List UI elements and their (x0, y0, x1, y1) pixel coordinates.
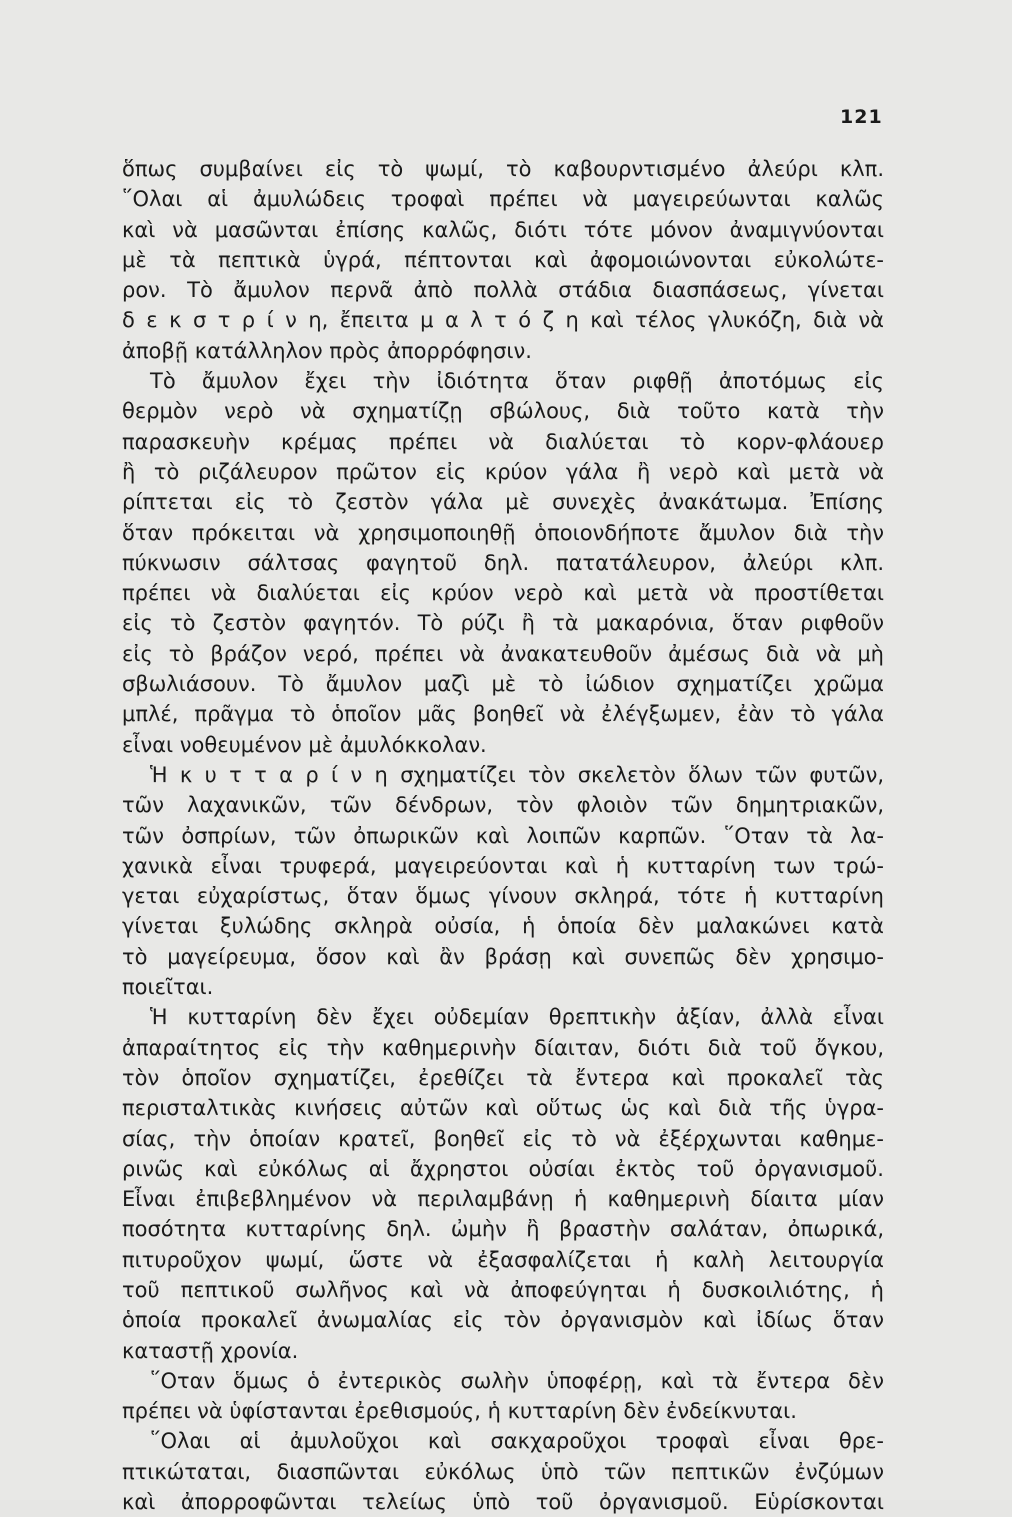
text-line: μπλέ, πρᾶγμα τὸ ὁποῖον μᾶς βοηθεῖ νὰ ἐλέγξωμεν, ἐὰν τὸ γάλα (122, 702, 884, 727)
text-line: ῞Ολαι αἱ ἀμυλοῦχοι καὶ σακχαροῦχοι τροφαὶ εἶναι θρε- (150, 1429, 884, 1454)
text-line: εἶναι νοθευμένον μὲ ἀμυλόκκολαν. (122, 732, 487, 757)
text-line: καὶ νὰ μασῶνται ἐπίσης καλῶς, διότι τότε μόνον ἀναμιγνύονται (122, 217, 884, 242)
text-line: τὸ μαγείρευμα, ὅσον καὶ ἂν βράσῃ καὶ συνεπῶς δὲν χρησιμο- (122, 944, 884, 969)
text-line: μὲ τὰ πεπτικὰ ὑγρά, πέπτονται καὶ ἀφομοιώνονται εὐκολώτε- (122, 247, 884, 272)
text-line: Ἡ κ υ τ τ α ρ ί ν η σχηματίζει τὸν σκελετὸν ὅλων τῶν φυτῶν, (150, 762, 884, 787)
text-line: εἰς τὸ βράζον νερό, πρέπει νὰ ἀνακατευθοῦν ἀμέσως διὰ νὰ μὴ (122, 641, 884, 666)
text-line: σίας, τὴν ὁποίαν κρατεῖ, βοηθεῖ εἰς τὸ νὰ ἐξέρχωνται καθημε- (122, 1126, 884, 1151)
text-line: ῞Οταν ὅμως ὁ ἐντερικὸς σωλὴν ὑποφέρῃ, καὶ τὰ ἔντερα δὲν (150, 1368, 884, 1393)
text-line: πύκνωσιν σάλτσας φαγητοῦ δηλ. πατατάλευρον, ἀλεύρι κλπ. (122, 550, 884, 575)
text-line: τῶν ὀσπρίων, τῶν ὀπωρικῶν καὶ λοιπῶν καρπῶν. ῞Οταν τὰ λα- (122, 823, 884, 848)
text-line: ρινῶς καὶ εὐκόλως αἱ ἄχρηστοι οὐσίαι ἐκτὸς τοῦ ὀργανισμοῦ. (122, 1156, 884, 1181)
text-line: περισταλτικὰς κινήσεις αὐτῶν καὶ οὕτως ὡς καὶ διὰ τῆς ὑγρα- (122, 1096, 884, 1121)
text-line: σβωλιάσουν. Τὸ ἄμυλον μαζὶ μὲ τὸ ἰώδιον σχηματίζει χρῶμα (122, 672, 884, 697)
text-line: ρίπτεται εἰς τὸ ζεστὸν γάλα μὲ συνεχὲς ἀνακάτωμα. Ἐπίσης (122, 490, 884, 515)
text-line: Τὸ ἄμυλον ἔχει τὴν ἰδιότητα ὅταν ριφθῇ ἀποτόμως εἰς (150, 369, 884, 394)
text-line: πιτυροῦχον ψωμί, ὥστε νὰ ἐξασφαλίζεται ἡ καλὴ λειτουργία (122, 1247, 884, 1272)
page-number: 121 (840, 106, 883, 128)
text-line: ὅταν πρόκειται νὰ χρησιμοποιηθῇ ὁποιονδήποτε ἄμυλον διὰ τὴν (122, 520, 884, 545)
text-line: Ἡ κυτταρίνη δὲν ἔχει οὐδεμίαν θρεπτικὴν ἀξίαν, ἀλλὰ εἶναι (150, 1005, 884, 1030)
text-line: ὁποία προκαλεῖ ἀνωμαλίας εἰς τὸν ὀργανισμὸν καὶ ἰδίως ὅταν (122, 1308, 884, 1333)
text-line: τοῦ πεπτικοῦ σωλῆνος καὶ νὰ ἀποφεύγηται ἡ δυσκοιλιότης, ἡ (122, 1277, 884, 1302)
text-line: ῞Ολαι αἱ ἀμυλώδεις τροφαὶ πρέπει νὰ μαγειρεύωνται καλῶς (122, 187, 884, 212)
text-line: πρέπει νὰ ὑφίστανται ἐρεθισμούς, ἡ κυτταρίνη δὲν ἐνδείκνυται. (122, 1399, 797, 1424)
text-line: ποσότητα κυτταρίνης δηλ. ὠμὴν ἢ βραστὴν σαλάταν, ὀπωρικά, (122, 1217, 884, 1242)
text-line: Εἶναι ἐπιβεβλημένον νὰ περιλαμβάνῃ ἡ καθημερινὴ δίαιτα μίαν (122, 1187, 884, 1212)
text-line: ἀπαραίτητος εἰς τὴν καθημερινὴν δίαιταν, διότι διὰ τοῦ ὄγκου, (122, 1035, 884, 1060)
text-line: χανικὰ εἶναι τρυφερά, μαγειρεύονται καὶ ἡ κυτταρίνη των τρώ- (122, 853, 884, 878)
text-line: πτικώταται, διασπῶνται εὐκόλως ὑπὸ τῶν πεπτικῶν ἐνζύμων (122, 1459, 884, 1484)
text-line: ποιεῖται. (122, 975, 214, 1000)
text-line: τὸν ὁποῖον σχηματίζει, ἐρεθίζει τὰ ἔντερα καὶ προκαλεῖ τὰς (122, 1065, 884, 1090)
text-line: ὅπως συμβαίνει εἰς τὸ ψωμί, τὸ καβουρντισμένο ἀλεύρι κλπ. (122, 157, 884, 181)
text-line: γεται εὐχαρίστως, ὅταν ὅμως γίνουν σκληρά, τότε ἡ κυτταρίνη (122, 884, 884, 909)
text-line: θερμὸν νερὸ νὰ σχηματίζῃ σβώλους, διὰ τοῦτο κατὰ τὴν (122, 399, 884, 424)
text-line: πρέπει νὰ διαλύεται εἰς κρύον νερὸ καὶ μετὰ νὰ προστίθεται (122, 581, 884, 606)
text-line: παρασκευὴν κρέμας πρέπει νὰ διαλύεται τὸ κορν-φλάουερ (122, 429, 884, 454)
text-line: ρον. Τὸ ἄμυλον περνᾶ ἀπὸ πολλὰ στάδια διασπάσεως, γίνεται (122, 278, 884, 303)
text-line: ἀποβῇ κατάλληλον πρὸς ἀπορρόφησιν. (122, 338, 532, 363)
body-text (122, 154, 884, 1517)
text-line: τῶν λαχανικῶν, τῶν δένδρων, τὸν φλοιὸν τῶν δημητριακῶν, (122, 793, 884, 818)
text-line: δ ε κ σ τ ρ ί ν η, ἔπειτα μ α λ τ ό ζ η καὶ τέλος γλυκόζη, διὰ νὰ (122, 308, 884, 333)
text-line: γίνεται ξυλώδης σκληρὰ οὐσία, ἡ ὁποία δὲν μαλακώνει κατὰ (122, 914, 884, 939)
text-line: ἢ τὸ ριζάλευρον πρῶτον εἰς κρύον γάλα ἢ νερὸ καὶ μετὰ νὰ (122, 459, 884, 484)
text-line: καὶ ἀπορροφῶνται τελείως ὑπὸ τοῦ ὀργανισμοῦ. Εὑρίσκονται (122, 1490, 884, 1515)
text-line: καταστῇ χρονία. (122, 1338, 299, 1363)
text-line: εἰς τὸ ζεστὸν φαγητόν. Τὸ ρύζι ἢ τὰ μακαρόνια, ὅταν ριφθοῦν (122, 611, 884, 636)
